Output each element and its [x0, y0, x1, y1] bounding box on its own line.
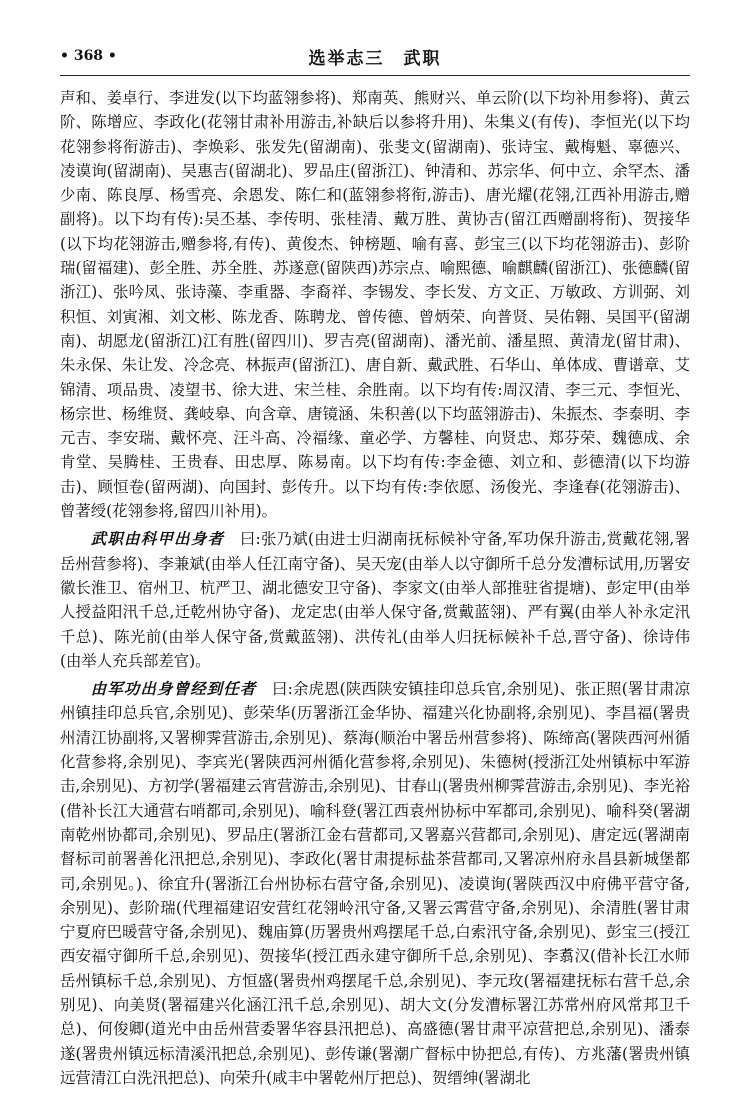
- paragraph-continued: [60, 86, 690, 523]
- paragraph-text: 曰:余虎恩(陕西陕安镇挂印总兵官,余别见)、张正照(署甘肃凉州镇挂印总兵官,余别见)、彭荣华(历署浙江金华协、福建兴化协副将,余别见)、李昌福(署贵州清江协副将,又署柳霁营游击,余别见)、蔡海(顺治中署岳州营参将)、陈缔高(署陕西河州循化营参将,余别见)、李宾光(署陕西河州循化营参将,余别见)、朱德树(授浙江处州镇标中军游击,余别见)、方初学(署福建云宵营游击,余别见)、甘春山(署贵州柳霁营游击,余别见)、李光裕(借补长江大通营右哨都司,余别见)、喻科登(署江西袁州协标中军都司,余别见)、喻科癸(署湖南乾州协都司,余别见)、罗品庄(署浙江金右营都司,又署嘉兴营都司,余别见)、唐定远(署湖南督标司前署善化汛把总,余别见)、李政化(署甘肃提标盐茶营都司,又署凉州府永昌县新城堡都司,余别见。)、徐宜升(署浙江台州协标右营守备,余别见)、凌谟询(署陕西汉中府佛平营守备,余别见)、彭阶瑞(代理福建诏安营红花翎岭汛守备,又署云霄营守备,余别见)、余清胜(署甘肃宁夏府巴暖营守备,余别见)、魏庙算(历署贵州鸡摆尾千总,白索汛守备,余别见)、彭宝三(授江西安福守御所千总,余别见)、贺接华(授江西永建守御所千总,余别见)、李翥汉(借补长江水师岳州镇标千总,余别见)、方恒盛(署贵州鸡摆尾千总,余别见)、李元玫(署福建抚标右营千总,余别见)、向美贤(署福建兴化涵江汛千总,余别见)、胡大文(分发漕标署江苏常州府风常邦卫千总)、何俊卿(道光中由岳州营委署华容县汛把总)、高盛德(署甘肃平凉营把总,余别见)、潘泰遂(署贵州镇远标清溪汛把总,余别见)、彭传谦(署潮广督标中协把总,有传)、方兆藩(署贵州镇远营清江白洗汛把总)、向荣升(咸丰中署乾州厅把总)、贺缙绅(署湖北: [60, 680, 690, 1087]
- paragraph-text: 声和、姜卓行、李进发(以下均蓝翎参将)、郑南英、熊财兴、单云阶(以下均补用参将)、黄云阶、陈增应、李政化(花翎甘肃补用游击,补缺后以参将升用)、朱集义(有传)、李恒光(以下均花翎参将衔游击)、李焕彩、张发先(留湖南)、张斐文(留湖南)、张诗宝、戴梅魁、辜德兴、凌谟询(留湖南)、吴惠吉(留湖北)、罗品庄(留浙江)、钟清和、苏宗华、何中立、余罕杰、潘少南、陈良厚、杨雪亮、余恩发、陈仁和(蓝翎参将衔,游击)、唐光耀(花翎,江西补用游击,赠副将)。以下均有传):吴丕基、李传明、张桂清、戴万胜、黄协吉(留江西赠副将衔)、贺接华(以下均花翎游击,赠参将,有传)、黄俊杰、钟榜题、喻有喜、彭宝三(以下均花翎游击)、彭阶瑞(留福建)、彭全胜、苏全胜、苏遂意(留陕西)苏宗点、喻熙德、喻麒麟(留浙江)、张德麟(留浙江)、张吟凤、张诗藻、李重器、李裔祥、李锡发、李长发、方文正、万敏政、方训弼、刘积恒、刘寅湘、刘文彬、陈龙香、陈聘龙、曾传德、曾炳荣、向普贤、吴佑翱、吴国平(留湖南)、胡愿龙(留浙江)江有胜(留四川)、罗吉亮(留湖南)、潘光前、潘星照、黄清龙(留甘肃)、朱永保、朱让发、冷念亮、林振声(留浙江)、唐自新、戴武胜、石华山、单体成、曹谱章、艾锦清、项品贵、凌望书、徐大进、宋兰桂、余胜南。以下均有传:周汉清、李三元、李恒光、杨宗世、杨维贤、龚岐皋、向含章、唐镜涵、朱积善(以下均蓝翎游击)、朱振杰、李泰明、李元吉、李安瑞、戴怀亮、汪斗高、冷福缘、童必学、方馨桂、向贤忠、郑芬荣、魏德成、余肯堂、吴腾桂、王贵春、田忠厚、陈易南。以下均有传:李金德、刘立和、彭德清(以下均游击)、顾恒卷(留两湖)、向国封、彭传升。以下均有传:李依愿、汤俊光、李逢春(花翎游击)、曾著绶(花翎参将,留四川补用)。: [60, 89, 690, 521]
- header-rule: [60, 75, 690, 76]
- page-body: [60, 86, 690, 1090]
- running-title: 选举志三 武职: [308, 49, 442, 69]
- running-header: [60, 44, 690, 72]
- section-lead: 由军功出身曾经到任者: [90, 680, 257, 699]
- paragraph-keju: [60, 527, 690, 673]
- paragraph-military-merit: [60, 677, 690, 1090]
- section-lead: 武职由科甲出身者: [90, 530, 225, 549]
- page-number: • 368 •: [60, 48, 117, 64]
- paragraph-text: 曰:张乃斌(由进士归湖南抚标候补守备,军功保升游击,赏戴花翎,署岳州营参将)、李兼斌(由举人任江南守备)、吴天宠(由举人以守御所千总分发漕标试用,历署安徽长淮卫、宿州卫、杭严卫、湖北德安卫守备)、李家文(由举人部推驻省提塘)、彭定甲(由举人授益阳汛千总,迁乾州协守备)、龙定忠(由举人保守备,赏戴蓝翎)、严有翼(由举人补永定汛千总)、陈光前(由举人保守备,赏戴蓝翎)、洪传礼(由举人归抚标候补千总,晋守备)、徐诗伟(由举人充兵部差官)。: [60, 530, 690, 670]
